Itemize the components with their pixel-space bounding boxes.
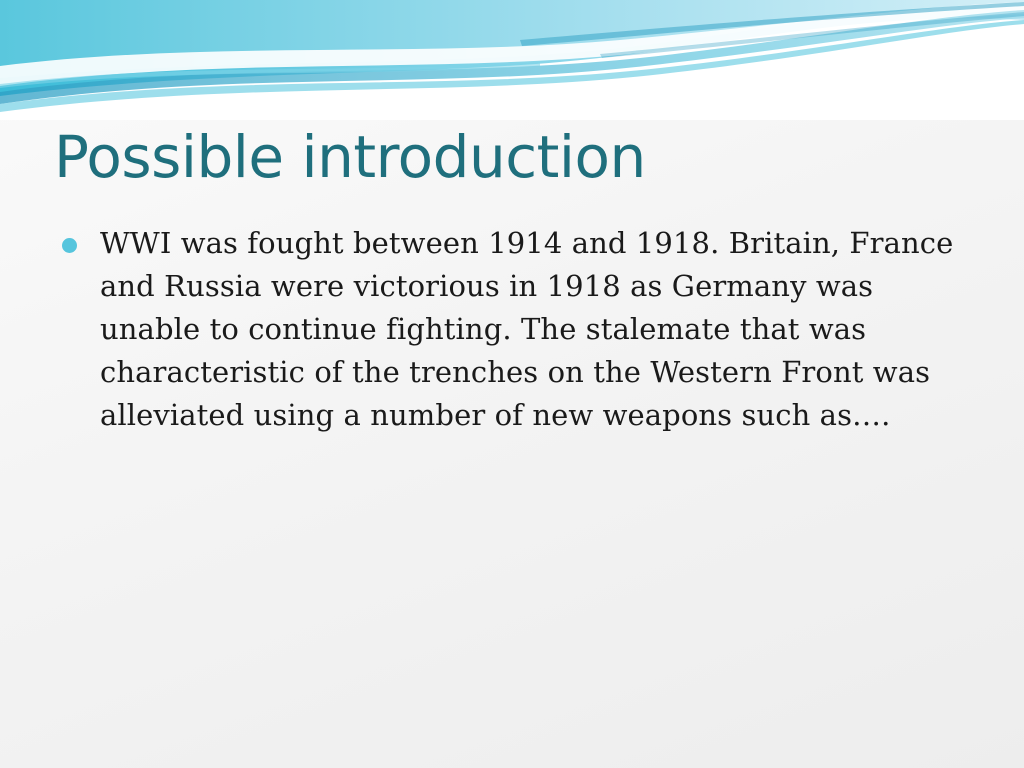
bullet-dot-icon	[52, 222, 100, 253]
list-item-text: WWI was fought between 1914 and 1918. Britain, France and Russia were victorious in 1918 as Germany was unable to continue fighting. The stalemate that was characteristic of the trenches on the Western Front was alleviated using a number of new weapons such as….	[100, 226, 954, 432]
page-title: Possible introduction	[54, 123, 646, 191]
wave-banner-graphic	[0, 0, 1024, 120]
list-item	[52, 222, 962, 437]
slide-body	[52, 222, 962, 437]
